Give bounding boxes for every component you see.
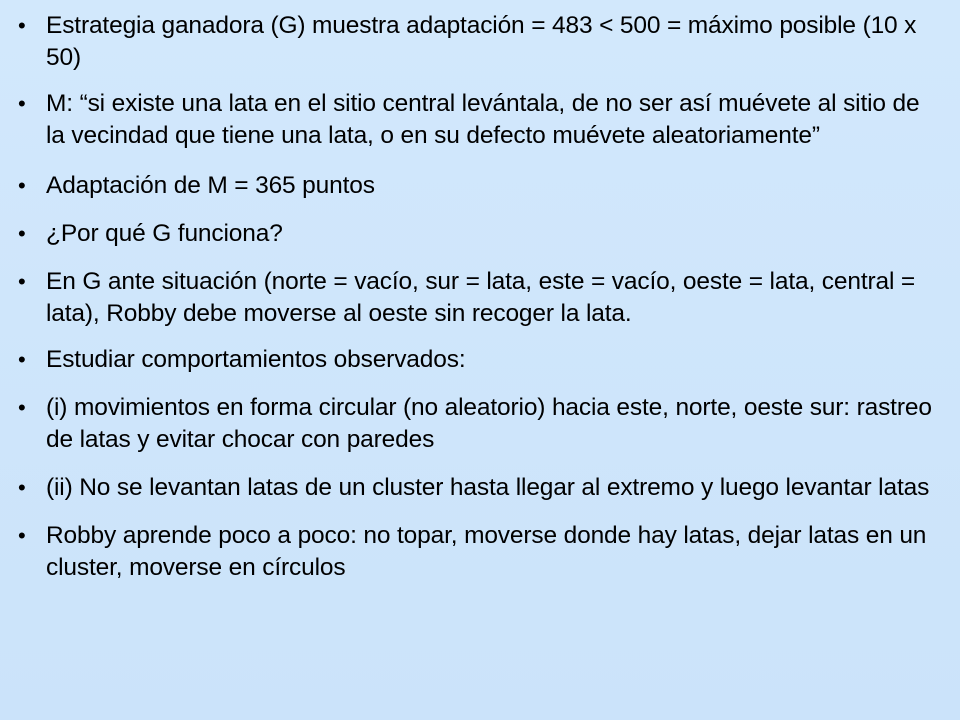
bullet-dot-icon: •	[18, 523, 26, 548]
bullet-item	[18, 472, 938, 504]
bullet-item	[18, 344, 938, 376]
bullet-text: Estudiar comportamientos observados:	[46, 346, 466, 373]
bullet-item	[18, 266, 938, 330]
bullet-item	[18, 10, 938, 74]
bullet-text: Robby aprende poco a poco: no topar, moverse donde hay latas, dejar latas en un cluster, moverse en círculos	[46, 522, 927, 581]
bullet-text: M: “si existe una lata en el sitio central levántala, de no ser así muévete al sitio de la vecindad que tiene una lata, o en su defecto muévete aleatoriamente”	[46, 90, 920, 149]
bullet-dot-icon: •	[18, 347, 26, 372]
bullet-dot-icon: •	[18, 91, 26, 116]
bullet-text: Adaptación de M = 365 puntos	[46, 172, 375, 199]
bullet-text: Estrategia ganadora (G) muestra adaptación = 483 < 500 = máximo posible (10 x 50)	[46, 12, 917, 71]
bullet-item	[18, 520, 938, 584]
bullet-dot-icon: •	[18, 395, 26, 420]
bullet-dot-icon: •	[18, 13, 26, 38]
bullet-item	[18, 170, 938, 202]
bullet-item	[18, 88, 938, 152]
bullet-dot-icon: •	[18, 173, 26, 198]
bullet-text: En G ante situación (norte = vacío, sur = lata, este = vacío, oeste = lata, central = lata), Robby debe moverse al oeste sin recoger la lata.	[46, 268, 916, 327]
bullet-text: ¿Por qué G funciona?	[46, 220, 283, 247]
bullet-list	[18, 10, 938, 600]
bullet-text: (i) movimientos en forma circular (no aleatorio) hacia este, norte, oeste sur: rastreo de latas y evitar chocar con paredes	[46, 394, 932, 453]
bullet-dot-icon: •	[18, 269, 26, 294]
bullet-dot-icon: •	[18, 221, 26, 246]
bullet-item	[18, 392, 938, 456]
bullet-item	[18, 218, 938, 250]
bullet-dot-icon: •	[18, 475, 26, 500]
bullet-text: (ii) No se levantan latas de un cluster hasta llegar al extremo y luego levantar latas	[46, 474, 930, 501]
